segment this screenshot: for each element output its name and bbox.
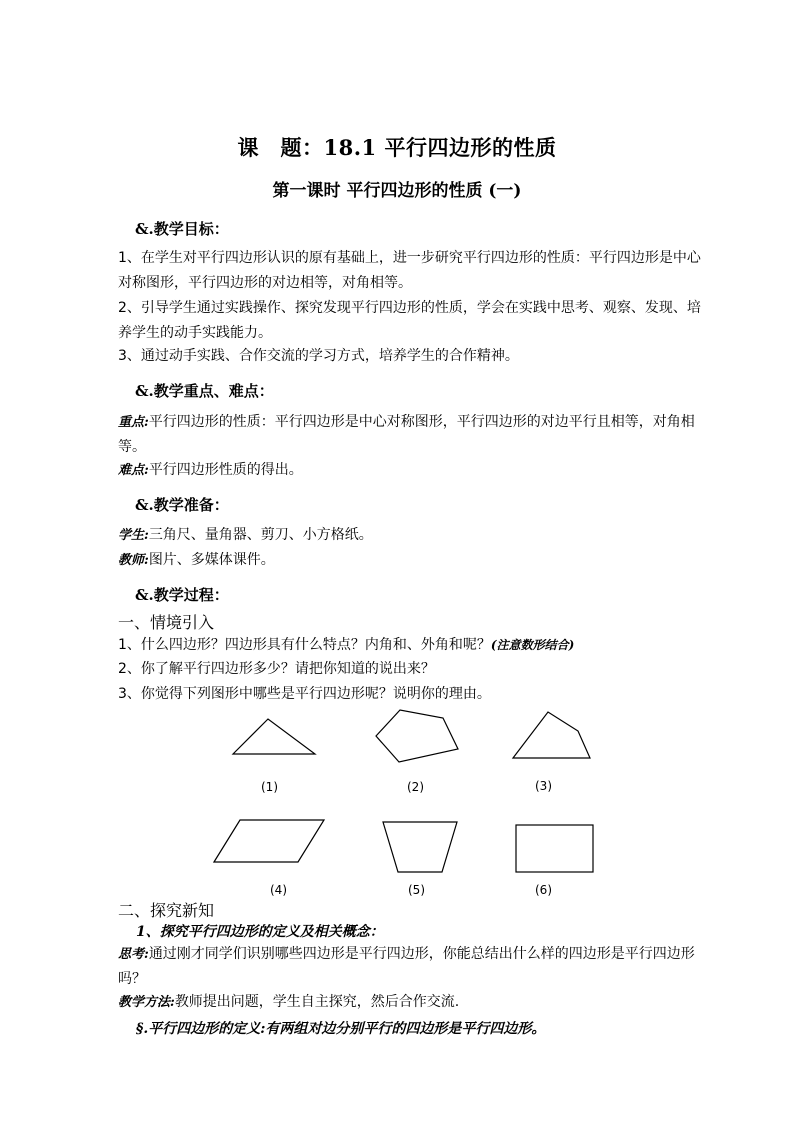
process-heading: &.教学过程：	[135, 586, 229, 604]
part1-title: 一、情境引入	[118, 613, 215, 632]
question-3: 3、你觉得下列图形中哪些是平行四边形呢？说明你的理由。	[118, 686, 491, 702]
question-2: 2、你了解平行四边形多少？请把你知道的说出来？	[118, 661, 435, 677]
difficult-point-text: 平行四边形性质的得出。	[148, 462, 303, 478]
figure-caption-3: (3)	[535, 779, 552, 793]
key-point-text: 平行四边形的性质：平行四边形是中心对称图形，平行四边形的对边平行且相等，对角相等。	[118, 414, 695, 455]
figure-caption-1: (1)	[261, 780, 278, 794]
definition	[136, 1018, 545, 1038]
definition-label: §.平行四边形的定义:	[136, 1021, 266, 1037]
figure-caption-5: (5)	[408, 883, 425, 897]
figure-1-triangle	[233, 719, 315, 754]
question-1-text: 1、什么四边形？四边形具有什么特点？内角和、外角和呢？	[118, 637, 491, 653]
think-label: 思考:	[118, 947, 149, 962]
key-point-label: 重点:	[118, 415, 149, 430]
teaching-method	[118, 990, 708, 1015]
objective-item-3: 3、通过动手实践、合作交流的学习方式，培养学生的合作精神。	[118, 348, 519, 364]
question-1-note: (注意数形结合)	[490, 638, 575, 652]
figure-caption-2: (2)	[407, 780, 424, 794]
prep-teacher-label: 教师:	[118, 553, 149, 568]
prep-student-label: 学生:	[118, 528, 149, 543]
figure-3-quadrilateral	[513, 712, 590, 758]
figure-2-pentagon	[376, 710, 458, 762]
definition-text: 有两组对边分别平行的四边形是平行四边形。	[265, 1021, 546, 1037]
method-text: 教师提出问题，学生自主探究，然后合作交流.	[174, 994, 460, 1010]
difficult-point-label: 难点:	[118, 463, 149, 478]
think-text: 通过刚才同学们识别哪些四边形是平行四边形，你能总结出什么样的四边形是平行四边形吗？	[118, 946, 695, 987]
think-prompt	[118, 942, 708, 992]
figure-6-rectangle	[516, 825, 593, 872]
subsection-1-title: 1、探究平行四边形的定义及相关概念：	[136, 924, 384, 940]
lesson-subtitle: 第一课时 平行四边形的性质 (一)	[272, 181, 522, 201]
objective-item-1: 1、在学生对平行四边形认识的原有基础上，进一步研究平行四边形的性质：平行四边形是中心对称图形，平行四边形的对边相等，对角相等。	[118, 250, 701, 291]
prep-student-text: 三角尺、量角器、剪刀、小方格纸。	[148, 527, 373, 543]
figure-5-trapezoid	[383, 822, 457, 872]
part2-title: 二、探究新知	[118, 901, 215, 920]
figure-caption-4: (4)	[270, 883, 287, 897]
method-label: 教学方法:	[118, 995, 175, 1010]
figure-4-parallelogram	[214, 820, 324, 862]
prep-heading: &.教学准备：	[135, 496, 229, 514]
keypoints-heading: &.教学重点、难点：	[135, 382, 274, 400]
objectives-heading: &.教学目标：	[135, 220, 229, 238]
lesson-title: 课 题：18.1 平行四边形的性质	[237, 135, 557, 160]
prep-teacher-text: 图片、多媒体课件。	[148, 552, 275, 568]
objective-item-2: 2、引导学生通过实践操作、探究发现平行四边形的性质，学会在实践中思考、观察、发现、培养学生的动手实践能力。	[118, 300, 701, 341]
figure-caption-6: (6)	[535, 883, 552, 897]
